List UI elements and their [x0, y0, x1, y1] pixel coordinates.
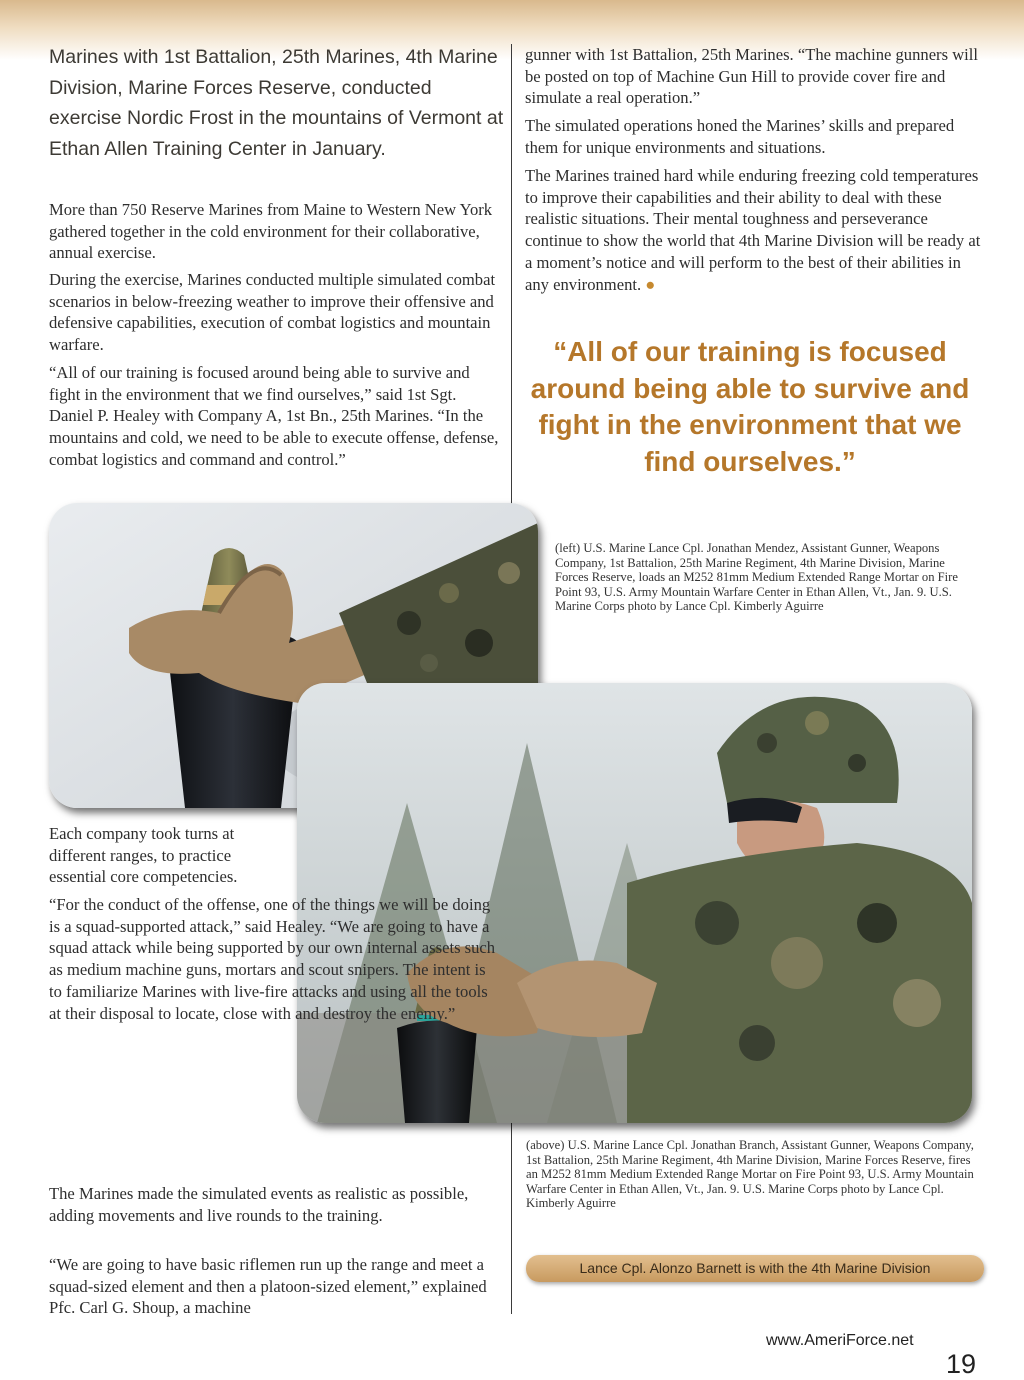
- body-paragraph-right-3-text: The Marines trained hard while enduring freezing cold temperatures to improve their capabilities and their ability to deal with these realistic situations. Their mental toughness and perseverance continue to show the world that 4th Marine Division will be ready at a moment’s notice and will perform to the best of their abilities in any environment.: [525, 166, 981, 294]
- end-mark: ●: [645, 274, 656, 294]
- author-credit-bar: Lance Cpl. Alonzo Barnett is with the 4th Marine Division: [526, 1255, 984, 1282]
- body-paragraph-right-3: [525, 165, 985, 295]
- lead-paragraph: Marines with 1st Battalion, 25th Marines, 4th Marine Division, Marine Forces Reserve, conducted exercise Nordic Frost in the mountains of Vermont at Ethan Allen Training Center in January.: [49, 46, 504, 160]
- body-paragraph-3: “All of our training is focused around being able to survive and fight in the environment that we find ourselves,” said 1st Sgt. Daniel P. Healey with Company A, 1st Bn., 25th Marines. “In the mountains and cold, we need to be able to execute offense, defense, combat logistics and command and control.”: [49, 363, 499, 469]
- page-number: 19: [946, 1349, 977, 1379]
- pull-quote: “All of our training is focused around being able to survive and fight in the environment that we find ourselves.”: [530, 336, 970, 477]
- above-photo-caption: (above) U.S. Marine Lance Cpl. Jonathan Branch, Assistant Gunner, Weapons Company, 1st Battalion, 25th Marine Regiment, 4th Marine Division, Marine Forces Reserve, fires an M252 81mm Medium Extended Range Mortar on Fire Point 93, U.S. Army Mountain Warfare Center in Ethan Allen, Vt., Jan. 9. U.S. Marine Corps photo by Lance Cpl. Kimberly Aguirre: [526, 1138, 974, 1210]
- body-paragraph-1: More than 750 Reserve Marines from Maine to Western New York gathered together in the cold environment for their collaborative, annual exercise.: [49, 200, 493, 263]
- body-paragraph-right-1: gunner with 1st Battalion, 25th Marines. “The machine gunners will be posted on top of Machine Gun Hill to provide cover fire and simulate a real operation.”: [525, 45, 979, 108]
- body-paragraph-6: The Marines made the simulated events as realistic as possible, adding movements and live rounds to the training.: [49, 1184, 469, 1225]
- body-paragraph-5-text: “For the conduct of the offense, one of the things we will be doing is a squad-supported attack,” said Healey. “We are going to have a squad attack while being supported by our own internal assets such as medium machine guns, mortars and scout snipers. The intent is to familiarize Marines with live-fire attacks and using all the tools at their disposal to locate, close with and destroy the enemy.”: [49, 895, 496, 1023]
- body-paragraph-7: “We are going to have basic riflemen run up the range and meet a squad-sized element and then a platoon-sized element,” explained Pfc. Carl G. Shoup, a machine: [49, 1255, 487, 1318]
- body-paragraph-4: Each company took turns at different ranges, to practice essential core competencies.: [49, 824, 238, 887]
- footer-website: www.AmeriForce.net: [766, 1332, 914, 1349]
- body-paragraph-2: During the exercise, Marines conducted multiple simulated combat scenarios in below-freezing weather to improve their offensive and defensive capabilities, execution of combat logistics and mountain warfare.: [49, 270, 496, 355]
- body-paragraph-right-2: The simulated operations honed the Marines’ skills and prepared them for unique environments and situations.: [525, 116, 955, 157]
- left-photo-caption: (left) U.S. Marine Lance Cpl. Jonathan Mendez, Assistant Gunner, Weapons Company, 1st Battalion, 25th Marine Regiment, 4th Marine Division, Marine Forces Reserve, loads an M252 81mm Medium Extended Range Mortar on Fire Point 93, U.S. Army Mountain Warfare Center in Ethan Allen, Vt., Jan. 9. U.S. Marine Corps photo by Lance Cpl. Kimberly Aguirre: [555, 541, 958, 613]
